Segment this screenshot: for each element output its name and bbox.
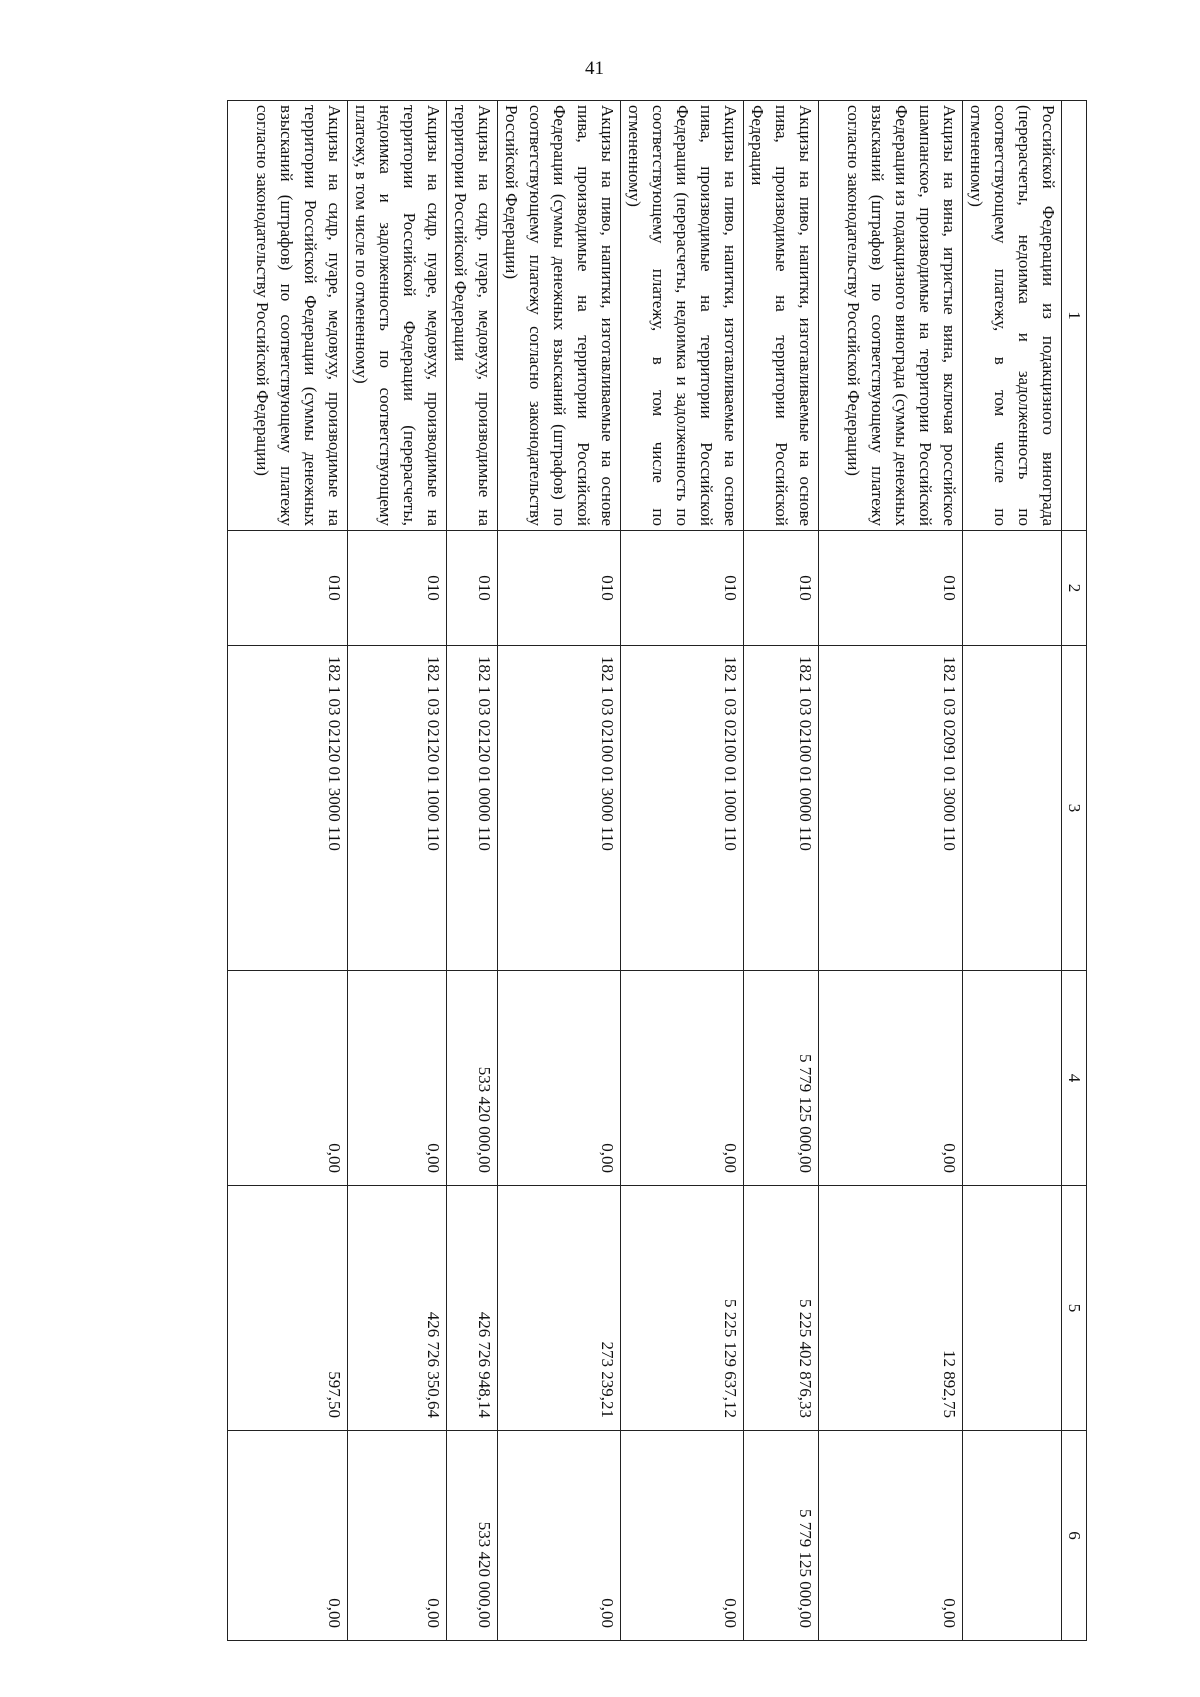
header-col-1: 1 [1062, 101, 1087, 531]
header-col-6: 6 [1062, 1431, 1087, 1641]
row-code: 010 [447, 531, 498, 646]
row-col5: 597,50 [228, 1186, 348, 1431]
row-kbk: 182 1 03 02120 01 0000 110 [447, 646, 498, 971]
row-col4: 0,00 [819, 971, 963, 1186]
row-col4: 0,00 [621, 971, 744, 1186]
row-col5: 426 726 948,14 [447, 1186, 498, 1431]
row-description: Акцизы на сидр, пуаре, медовуху, производимые на территории Российской Федерации (перерасчеты, недоимка и задолженность по соответствующему платежу, в том числе по отмененному) [348, 101, 447, 531]
row-col6: 5 779 125 000,00 [744, 1431, 819, 1641]
row-col4: 533 420 000,00 [447, 971, 498, 1186]
row-kbk: 182 1 03 02120 01 3000 110 [228, 646, 348, 971]
row-col6: 0,00 [819, 1431, 963, 1641]
row-code: 010 [498, 531, 621, 646]
header-col-4: 4 [1062, 971, 1087, 1186]
row-col6: 0,00 [498, 1431, 621, 1641]
row-col5: 273 239,21 [498, 1186, 621, 1431]
row-col6: 0,00 [621, 1431, 744, 1641]
row-col4: 5 779 125 000,00 [744, 971, 819, 1186]
row-col4 [963, 971, 1062, 1186]
row-description: Акцизы на сидр, пуаре, медовуху, производимые на территории Российской Федерации (суммы денежных взысканий (штрафов) по соответствующему платежу согласно законодательству Российской Федерации) [228, 101, 348, 531]
rotated-table-container [187, 100, 1087, 1640]
table-row [498, 101, 621, 1641]
row-col4: 0,00 [228, 971, 348, 1186]
row-col5: 5 225 129 637,12 [621, 1186, 744, 1431]
header-col-2: 2 [1062, 531, 1087, 646]
row-description: Акцизы на пиво, напитки, изготавливаемые на основе пива, производимые на территории Российской Федерации (перерасчеты, недоимка и задолженность по соответствующему платежу, в том числе по отмененному) [621, 101, 744, 531]
row-col5: 5 225 402 876,33 [744, 1186, 819, 1431]
row-description: Акцизы на пиво, напитки, изготавливаемые на основе пива, производимые на территории Российской Федерации [744, 101, 819, 531]
table-row [447, 101, 498, 1641]
row-kbk: 182 1 03 02120 01 1000 110 [348, 646, 447, 971]
row-col6: 0,00 [348, 1431, 447, 1641]
table-row [228, 101, 348, 1641]
table-row [819, 101, 963, 1641]
row-col5: 426 726 350,64 [348, 1186, 447, 1431]
row-code [963, 531, 1062, 646]
excise-table [227, 100, 1087, 1641]
row-col5 [963, 1186, 1062, 1431]
row-description: Акцизы на пиво, напитки, изготавливаемые на основе пива, производимые на территории Российской Федерации (суммы денежных взысканий (штрафов) по соответствующему платежу согласно законодательству Российской Федерации) [498, 101, 621, 531]
row-kbk: 182 1 03 02091 01 3000 110 [819, 646, 963, 971]
row-code: 010 [621, 531, 744, 646]
row-code: 010 [819, 531, 963, 646]
row-description: Акцизы на сидр, пуаре, медовуху, производимые на территории Российской Федерации [447, 101, 498, 531]
row-col4: 0,00 [348, 971, 447, 1186]
row-col6: 0,00 [228, 1431, 348, 1641]
table-row [348, 101, 447, 1641]
row-kbk: 182 1 03 02100 01 3000 110 [498, 646, 621, 971]
page-number: 41 [585, 58, 604, 79]
row-col6 [963, 1431, 1062, 1641]
row-code: 010 [744, 531, 819, 646]
row-description: Акцизы на вина, игристые вина, включая российское шампанское, производимые на территории Российской Федерации из подакцизного винограда (суммы денежных взысканий (штрафов) по соответствующему платежу согласно законодательству Российской Федерации) [819, 101, 963, 531]
row-col5: 12 892,75 [819, 1186, 963, 1431]
header-col-5: 5 [1062, 1186, 1087, 1431]
row-kbk: 182 1 03 02100 01 1000 110 [621, 646, 744, 971]
table-row [963, 101, 1062, 1641]
row-kbk [963, 646, 1062, 971]
row-col4: 0,00 [498, 971, 621, 1186]
table-row [621, 101, 744, 1641]
header-col-3: 3 [1062, 646, 1087, 971]
row-col6: 533 420 000,00 [447, 1431, 498, 1641]
table-row [744, 101, 819, 1641]
header-row [1062, 101, 1087, 1641]
row-description: Российской Федерации из подакцизного винограда (перерасчеты, недоимка и задолженность по соответствующему платежу, в том числе по отмененному) [963, 101, 1062, 531]
row-code: 010 [228, 531, 348, 646]
row-kbk: 182 1 03 02100 01 0000 110 [744, 646, 819, 971]
row-code: 010 [348, 531, 447, 646]
